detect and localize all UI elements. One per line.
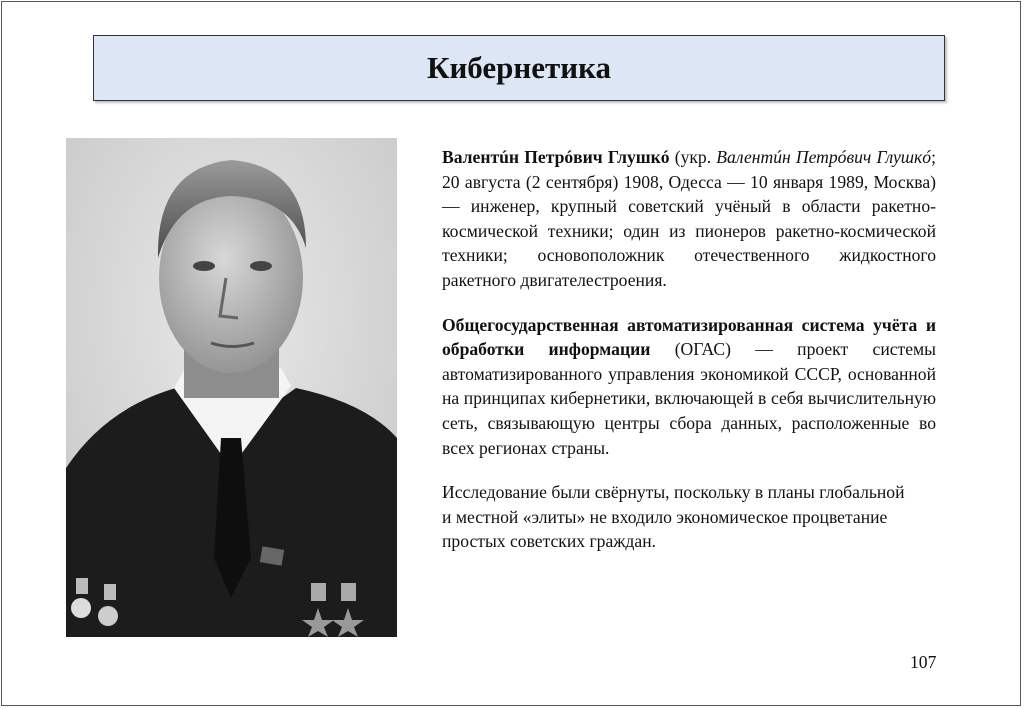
paragraph-ogas (442, 313, 936, 461)
body-text (442, 145, 936, 574)
paragraph-conclusion: Исследование были свёрнуты, поскольку в планы глобальной и местной «элиты» не входило экономическое процветание простых советских граждан. (442, 482, 905, 552)
slide-title: Кибернетика (426, 50, 612, 85)
ogas-description: (ОГАС) — проект системы автоматизированного управления экономикой СССР, основанной на принципах кибернетики, включающей в себя вычислительную сеть, связывающую центры сбора данных, расположенные во всех регионах страны. (442, 339, 936, 458)
glushko-name-ukr: Валентúн Петрóвич Глушкó (716, 147, 932, 167)
page-number: 107 (910, 652, 937, 672)
ogas-term: Общегосударственная автоматизированная система учёта и обработки информации (442, 314, 936, 360)
title-box (93, 35, 945, 101)
glushko-name: Валентúн Петрóвич Глушкó (442, 147, 670, 167)
text-span: (укр. (669, 147, 717, 167)
paragraph-glushko (442, 145, 936, 293)
glushko-bio: ; 20 августа (2 сентября) 1908, Одесса — 10 января 1989, Москва) — инженер, крупный советский учёный в области ракетно-космической техники; один из пионеров ракетно-космической техники; основоположник отечественного жидкостного ракетного двигателестроения. (442, 147, 936, 290)
portrait-photo (66, 138, 397, 637)
